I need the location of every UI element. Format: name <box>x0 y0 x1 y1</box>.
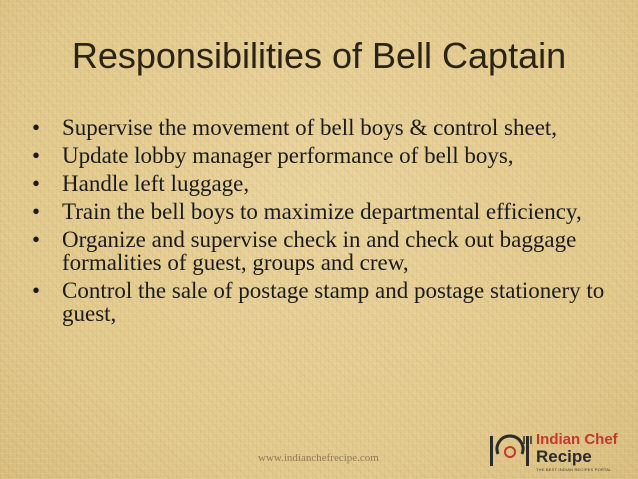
bullet-item <box>30 116 620 139</box>
bullet-text: Organize and supervise check in and check out baggage formalities of guest, groups and crew, <box>62 227 577 275</box>
logo-line1: Indian Chef <box>536 431 618 448</box>
bullet-item <box>30 200 620 223</box>
logo <box>488 428 633 476</box>
bullet-item <box>30 144 620 167</box>
bullet-icon: • <box>32 143 41 168</box>
watermark-url: www.indianchefrecipe.com <box>258 452 379 464</box>
bullet-text: Train the bell boys to maximize departmental efficiency, <box>62 199 582 224</box>
logo-tagline: THE BEST INDIAN RECIPES PORTAL <box>536 467 612 472</box>
bullet-text: Control the sale of postage stamp and postage stationery to guest, <box>62 278 605 326</box>
bullet-text: Handle left luggage, <box>62 171 250 196</box>
bullet-item <box>30 279 620 325</box>
bullet-icon: • <box>32 199 41 224</box>
slide-title: Responsibilities of Bell Captain <box>71 35 567 76</box>
bullet-item <box>30 228 620 274</box>
bullet-icon: • <box>32 115 41 140</box>
bullet-icon: • <box>32 278 41 303</box>
chef-logo-icon <box>488 430 532 472</box>
bullet-text: Supervise the movement of bell boys & control sheet, <box>62 115 558 140</box>
logo-line2: Recipe <box>536 447 592 466</box>
bullet-list <box>30 116 620 330</box>
bullet-text: Update lobby manager performance of bell boys, <box>62 143 514 168</box>
bullet-icon: • <box>32 171 41 196</box>
bullet-icon: • <box>32 227 41 252</box>
bullet-item <box>30 172 620 195</box>
